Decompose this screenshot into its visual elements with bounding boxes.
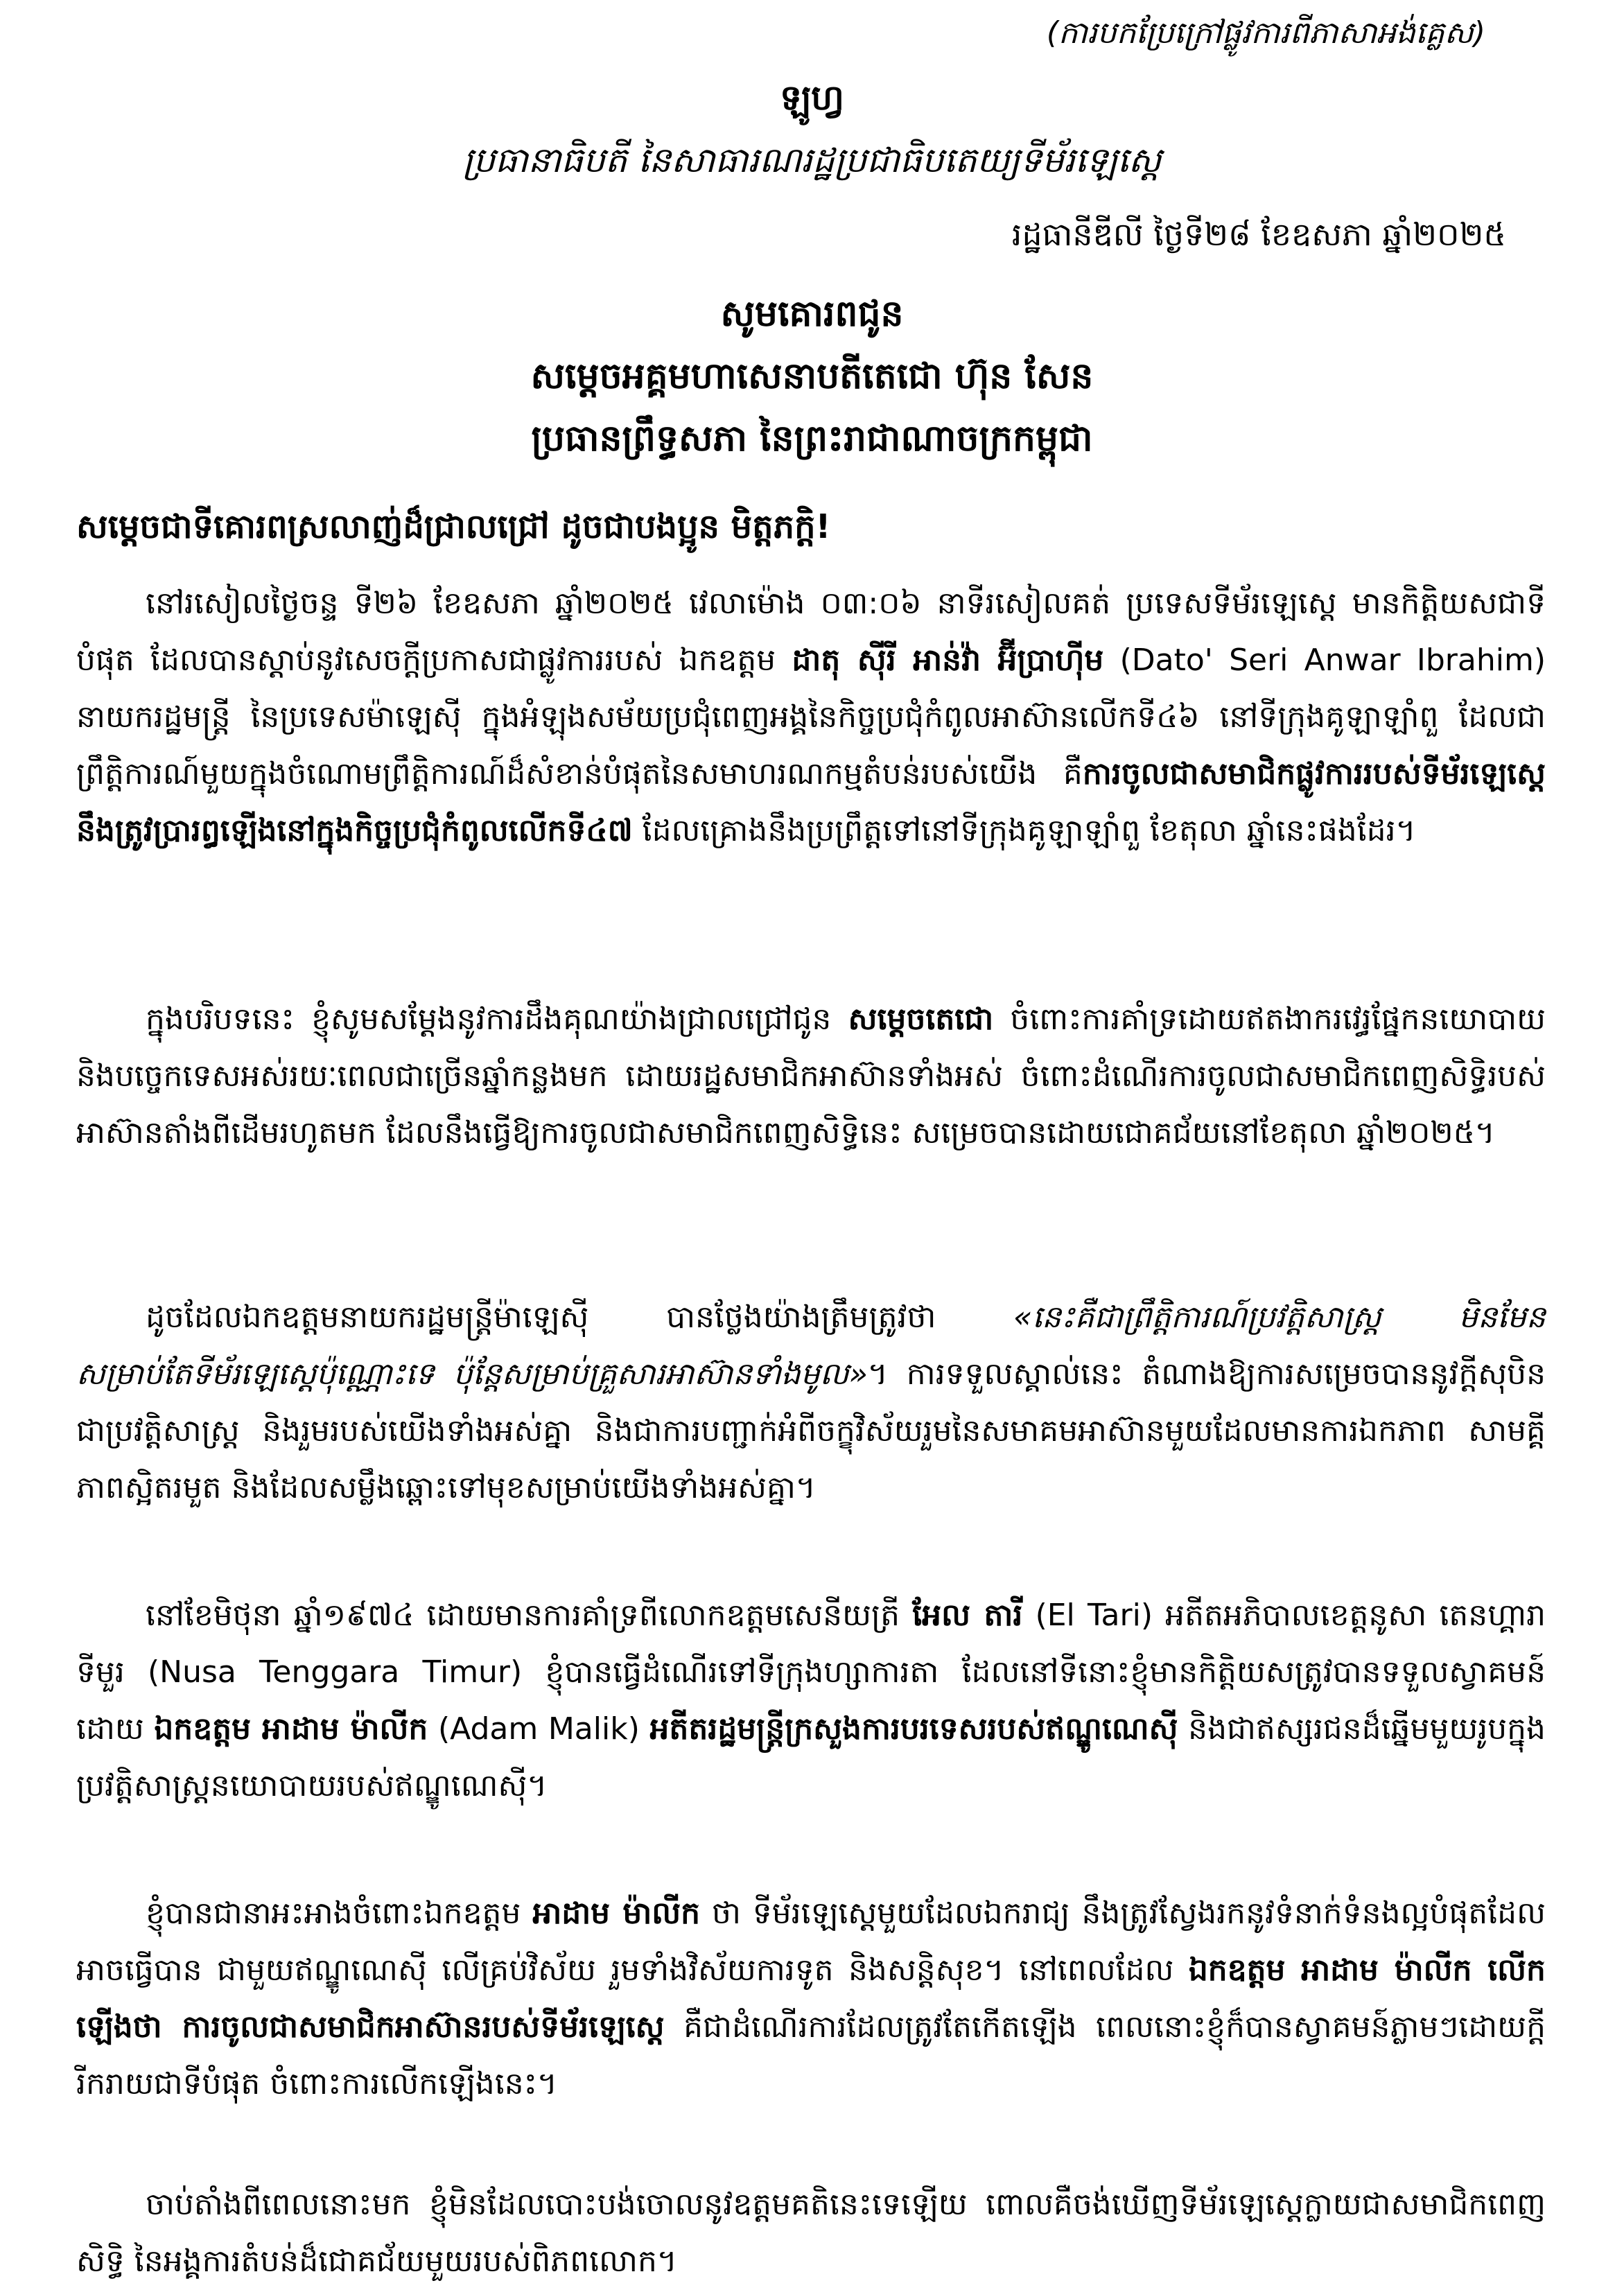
- paragraph-2: [76, 991, 1546, 1162]
- paragraph-1-text-e: ដែលគ្រោងនឹងប្រព្រឹត្តទៅនៅទីក្រុងគូឡាឡាំពួ ខែតុលា ឆ្នាំនេះផងដែរ។: [632, 813, 1416, 848]
- paragraph-1-text-c: (Dato' Seri Anwar Ibrahim) នាយករដ្ឋមន្ត្រី នៃប្រទេសម៉ាឡេស៊ី ក្នុងអំឡុងសម័យប្រជុំពេញអង្គនៃកិច្ចប្រជុំកំពូលអាស៊ានលើកទី៤៦ នៅទីក្រុងគូឡាឡាំពួ ដែលជាព្រឹត្តិការណ៍មួយក្នុងចំណោមព្រឹត្តិការណ៍ដ៏សំខាន់បំផុតនៃសមាហរណកម្មតំបន់របស់យើង គឺ: [76, 643, 1546, 792]
- recipient-name: សម្ដេចអគ្គមហាសេនាបតីតេជោ ហ៊ុន សែន: [530, 356, 1094, 397]
- paragraph-2-name-techo: សម្ដេចតេជោ: [848, 1002, 994, 1037]
- paragraph-5-name-adam-malik: អាដាម ម៉ាលីក: [532, 1896, 701, 1931]
- paragraph-1: [76, 575, 1546, 859]
- paragraph-4-text-e: (Adam Malik): [428, 1711, 650, 1747]
- paragraph-4: [76, 1587, 1546, 1815]
- paragraph-3-text-a: ដូចដែលឯកឧត្តមនាយករដ្ឋមន្ត្រីម៉ាឡេស៊ី បានថ្លែងយ៉ាងត្រឹមត្រូវថា: [146, 1300, 1014, 1335]
- paragraph-1-emphasis: ការចូលជាសមាជិកផ្លូវការរបស់ទីម័រឡេស្ដេ នឹងត្រូវប្រារព្ធឡើងនៅក្នុងកិច្ចប្រជុំកំពូលលើកទី៤៧: [76, 756, 1546, 848]
- sender-title: ប្រធានាធិបតី នៃសាធារណរដ្ឋប្រជាធិបតេយ្យទីម័រឡេស្ដេ: [462, 140, 1162, 180]
- paragraph-5: [76, 1885, 1546, 2113]
- recipient-title: ប្រធានព្រឹទ្ធសភា នៃព្រះរាជាណាចក្រកម្ពុជា: [531, 418, 1093, 460]
- paragraph-3-quote: «នេះគឺជាព្រឹត្តិការណ៍ប្រវត្តិសាស្ត្រ មិនមែនសម្រាប់តែទីម័រឡេស្ដេប៉ុណ្ណោះទេ ប៉ុន្តែសម្រាប់គ្រួសារអាស៊ានទាំងមូល»: [76, 1300, 1546, 1392]
- paragraph-2-text-c: ចំពោះការគាំទ្រដោយឥតងាករវេរ្ធផ្នែកនយោបាយ និងបច្ចេកទេសអស់រយៈពេលជាច្រើនឆ្នាំកន្លងមក ដោយរដ្ឋសមាជិកអាស៊ានទាំងអស់ ចំពោះដំណើរការចូលជាសមាជិកពេញសិទ្ធិរបស់អាស៊ានតាំងពីដើមរហូតមក ដែលនឹងធ្វើឱ្យការចូលជាសមាជិកពេញសិទ្ធិនេះ សម្រេចបានដោយជោគជ័យនៅខែតុលា ឆ្នាំ២០២៥។: [76, 1002, 1546, 1151]
- translation-note: (ការបកប្រែក្រៅផ្លូវការពីភាសាអង់គ្លេស): [1046, 15, 1485, 51]
- paragraph-6: [76, 2176, 1546, 2290]
- paragraph-5-text-e: គឺជាដំណើរការដែលត្រូវតែកើតឡើង ពេលនោះខ្ញុំក៏បានស្វាគមន៍ភ្លាមៗដោយក្ដីរីករាយជាទីបំផុត ចំពោះការលើកឡើងនេះ។: [76, 2009, 1546, 2101]
- paragraph-4-text-a: នៅខែមិថុនា ឆ្នាំ១៩៧៤ ដោយមានការគាំទ្រពីលោកឧត្តមសេនីយត្រី: [146, 1598, 913, 1633]
- paragraph-1-name-anwar: ដាតុ ស៊ីរី អាន់វ៉ា អ៊ីប្រាហ៊ីម: [792, 643, 1104, 678]
- salutation: សម្ដេចជាទីគោរពស្រលាញ់ដ៏ជ្រាលជ្រៅ ដូចជាបងប្អូន មិត្តភក្តិ!: [76, 507, 831, 546]
- paragraph-6-text-a: ចាប់តាំងពីពេលនោះមក ខ្ញុំមិនដែលបោះបង់ចោលនូវឧត្តមគតិនេះទេឡើយ ពោលគឺចង់ឃើញទីម័រឡេស្ដេក្លាយជាសមាជិកពេញសិទ្ធិ នៃអង្គការតំបន់ដ៏ជោគជ័យមួយរបស់ពិភពលោក។: [76, 2187, 1546, 2279]
- recipient-greeting: សូមគោរពជូន: [720, 293, 904, 335]
- sender-name: ឡូហ្វ: [780, 78, 844, 118]
- paragraph-2-text-a: ក្នុងបរិបទនេះ ខ្ញុំសូមសម្ដែងនូវការដឹងគុណយ៉ាងជ្រាលជ្រៅជូន: [146, 1002, 848, 1037]
- paragraph-4-name-el-tari: អែល តារី: [912, 1598, 1023, 1633]
- paragraph-4-title: អតីតរដ្ឋមន្ត្រីក្រសួងការបរទេសរបស់ឥណ្ឌូណេស៊ី: [649, 1711, 1178, 1747]
- paragraph-4-name-adam-malik: ឯកឧត្តម អាដាម ម៉ាលីក: [154, 1711, 428, 1747]
- paragraph-5-emphasis: ឯកឧត្តម អាដាម ម៉ាលីក លើកឡើងថា ការចូលជាសមាជិកអាស៊ានរបស់ទីម័រឡេស្ដេ: [76, 1952, 1546, 2045]
- paragraph-4-text-c: (El Tari) អតីតអភិបាលខេត្តនូសា តេនហ្គារា ទីមួរ (Nusa Tenggara Timur) ខ្ញុំបានធ្វើដំណើរទៅទីក្រុងហ្សាការតា ដែលនៅទីនោះខ្ញុំមានកិត្តិយសត្រូវបានទទួលស្វាគមន៍ដោយ: [76, 1598, 1546, 1747]
- paragraph-3-text-c: ។ ការទទួលស្គាល់នេះ តំណាងឱ្យការសម្រេចបាននូវក្ដីសុបិនជាប្រវត្តិសាស្ត្រ និងរួមរបស់យើងទាំងអស់គ្នា និងជាការបញ្ជាក់អំពីចក្ខុវិស័យរួមនៃសមាគមអាស៊ានមួយដែលមានការឯកភាព សាមគ្គីភាពស្អិតរមួត និងដែលសម្លឹងឆ្ពោះទៅមុខសម្រាប់យើងទាំងអស់គ្នា។: [76, 1356, 1546, 1505]
- paragraph-5-text-c: ថា ទីម័រឡេស្ដេមួយដែលឯករាជ្យ នឹងត្រូវស្វែងរកនូវទំនាក់ទំនងល្អបំផុតដែលអាចធ្វើបាន ជាមួយឥណ្ឌូណេស៊ី លើគ្រប់វិស័យ រួមទាំងវិស័យការទូត និងសន្តិសុខ។ នៅពេលដែល: [76, 1896, 1546, 1988]
- paragraph-4-text-g: និងជាឥស្សរជនដ៏ឆ្នើមមួយរូបក្នុងប្រវត្តិសាស្ត្រនយោបាយរបស់ឥណ្ឌូណេស៊ី។: [76, 1711, 1546, 1803]
- dateline: រដ្ឋធានីឌីលី ថ្ងៃទី២៨ ខែឧសភា ឆ្នាំ២០២៥: [1011, 216, 1506, 253]
- paragraph-1-text-a: នៅរសៀលថ្ងៃចន្ទ ទី២៦ ខែឧសភា ឆ្នាំ២០២៥ វេលាម៉ោង ០៣:០៦ នាទីរសៀលគត់ ប្រទេសទីម័រឡេស្ដេ មានកិត្តិយសជាទីបំផុត ដែលបានស្ដាប់នូវសេចក្តីប្រកាសជាផ្លូវការរបស់ ឯកឧត្តម: [76, 586, 1546, 678]
- paragraph-5-text-a: ខ្ញុំបានជានាអះអាងចំពោះឯកឧត្តម: [146, 1896, 533, 1931]
- paragraph-3: [76, 1289, 1546, 1517]
